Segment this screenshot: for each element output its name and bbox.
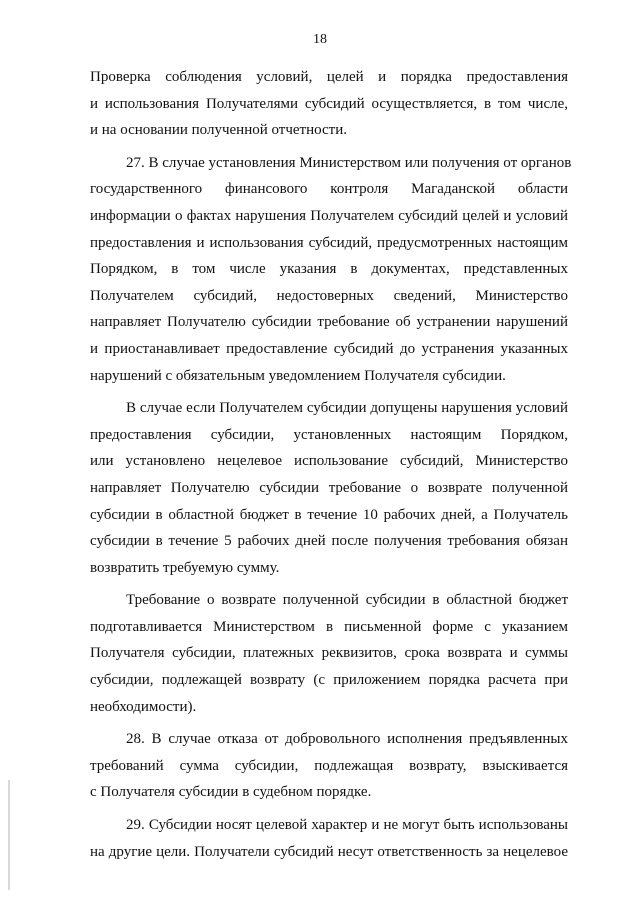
text-line: Требование о возврате полученной субсидии в областной бюджет bbox=[126, 592, 568, 609]
text-line: нарушений с обязательным уведомлением Получателя субсидии. bbox=[90, 367, 506, 384]
text-line: или установлено нецелевое использование субсидий, Министерство bbox=[90, 453, 568, 470]
text-line: и использования Получателями субсидий осуществляется, в том числе, bbox=[90, 95, 568, 112]
text-line: субсидии в областной бюджет в течение 10 рабочих дней, а Получатель bbox=[90, 506, 568, 523]
text-line: необходимости). bbox=[90, 698, 197, 715]
paragraph bbox=[90, 64, 568, 144]
paragraph bbox=[90, 395, 568, 581]
text-line: Получателем субсидий, недостоверных сведений, Министерство bbox=[90, 287, 568, 304]
text-line: Получателя субсидии, платежных реквизитов, срока возврата и суммы bbox=[90, 645, 568, 662]
page-number: 18 bbox=[313, 32, 327, 47]
paragraph-item-29 bbox=[90, 812, 568, 865]
scan-margin-mark bbox=[8, 780, 10, 890]
text-line: на другие цели. Получатели субсидий несут ответственность за нецелевое bbox=[90, 843, 568, 860]
text-line: подготавливается Министерством в письменной форме с указанием bbox=[90, 618, 568, 635]
text-line: предоставления субсидии, установленных настоящим Порядком, bbox=[90, 426, 568, 443]
text-line: с Получателя субсидии в судебном порядке. bbox=[90, 784, 372, 801]
text-line: и на основании полученной отчетности. bbox=[90, 122, 347, 139]
text-line: Проверка соблюдения условий, целей и порядка предоставления bbox=[90, 69, 568, 85]
paragraph bbox=[90, 587, 568, 720]
text-line: субсидии в течение 5 рабочих дней после получения требования обязан bbox=[90, 533, 568, 550]
text-line: направляет Получателю субсидии требование об устранении нарушений bbox=[90, 314, 568, 331]
document-body bbox=[90, 64, 572, 871]
text-line: В случае если Получателем субсидии допущены нарушения условий bbox=[126, 400, 568, 417]
paragraph-item-27 bbox=[90, 150, 572, 389]
text-line: субсидии, подлежащей возврату (с приложением порядка расчета при bbox=[90, 672, 568, 689]
text-line: информации о фактах нарушения Получателем субсидий целей и условий bbox=[90, 207, 568, 224]
text-line: 29. Субсидии носят целевой характер и не могут быть использованы bbox=[126, 817, 568, 834]
text-line: направляет Получателю субсидии требование о возврате полученной bbox=[90, 479, 568, 496]
text-line: 28. В случае отказа от добровольного исполнения предъявленных bbox=[126, 731, 568, 748]
text-line: Порядком, в том числе указания в документах, представленных bbox=[90, 261, 568, 278]
text-line: возвратить требуемую сумму. bbox=[90, 559, 280, 576]
text-line: и приостанавливает предоставление субсидий до устранения указанных bbox=[90, 340, 568, 357]
text-line: государственного финансового контроля Магаданской области bbox=[90, 181, 568, 198]
text-line: 27. В случае установления Министерством или получения от органов bbox=[126, 154, 572, 171]
text-line: требований сумма субсидии, подлежащая возврату, взыскивается bbox=[90, 757, 568, 774]
paragraph-item-28 bbox=[90, 726, 568, 806]
text-line: предоставления и использования субсидий, предусмотренных настоящим bbox=[90, 234, 568, 251]
